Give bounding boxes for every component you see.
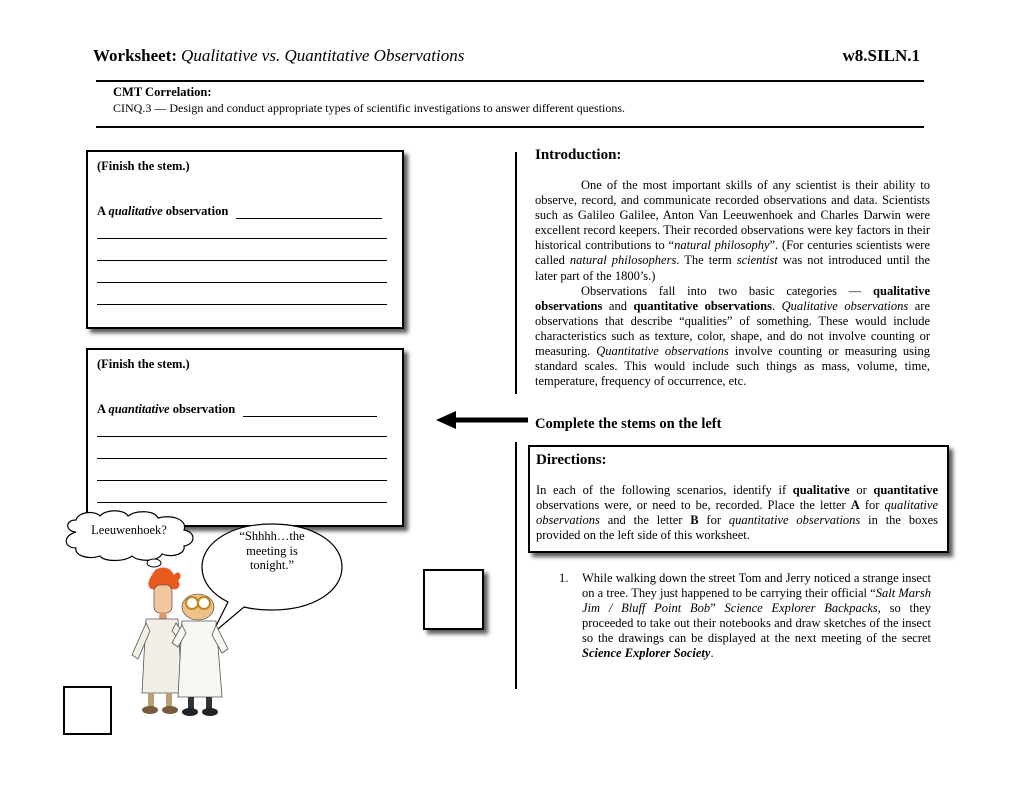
top-rule <box>96 80 924 82</box>
introduction-body <box>535 178 930 389</box>
answer-line[interactable] <box>97 480 387 481</box>
cmt-label: CMT Correlation: <box>113 85 212 99</box>
bunsen-figure <box>172 594 228 716</box>
qualitative-stem: A qualitative observation <box>97 204 382 219</box>
title-label: Worksheet: <box>93 46 178 65</box>
answer-line[interactable] <box>97 304 387 305</box>
intro-paragraph-1: One of the most important skills of any scientist is their ability to observe, record, and communicate recorded observations and data. Scientists such as Galileo Galilee, Anton Van Leeuwenhoek and Charles Darwin were excellent record keepers. Their recorded observations were key factors in their historical contributions to “natural philosophy”. (For centuries scientists were called natural philosophers. The term scientist was not introduced until the later part of the 1800’s.) <box>535 178 930 283</box>
answer-blank[interactable] <box>243 404 377 417</box>
column-divider-lower <box>515 442 517 689</box>
worksheet-title <box>93 46 464 66</box>
qualitative-stem-box <box>86 150 404 329</box>
stem-heading: (Finish the stem.) <box>97 357 190 371</box>
answer-box-corner[interactable] <box>63 686 112 735</box>
directions-box <box>528 445 949 553</box>
quantitative-stem: A quantitative observation <box>97 402 377 417</box>
mid-rule <box>96 126 924 128</box>
scenario-number: 1. <box>559 571 569 585</box>
intro-paragraph-2: Observations fall into two basic categories — qualitative observations and quantitative observations. Qualitative observations are observations that describe “qualities” of something. These would include characteristics such as texture, color, shape, and do not involve counting or measuring. Quantitative observations involve counting or measuring using standard scales. This would include such things as mass, volume, time, temperature, frequency of occurrence, etc. <box>535 283 930 389</box>
speech-text: “Shhhh…the meeting is tonight.” <box>239 529 305 572</box>
scenario-text: While walking down the street Tom and Jerry noticed a strange insect on a tree. They just happened to be carrying their official “Salt Marsh Jim / Bluff Point Bob” Science Explorer Backpacks, so they proceeded to take out their notebooks and draw sketches of the insect so the drawings can be displayed at the next meeting of the secret Science Explorer Society. <box>582 571 932 661</box>
directions-title: Directions: <box>536 452 607 468</box>
answer-line[interactable] <box>97 260 387 261</box>
title-text: Qualitative vs. Quantitative Observations <box>181 46 465 65</box>
directions-text: In each of the following scenarios, identify if qualitative or quantitative observations were, or need to be, recorded. Place the letter A for qualitative observations and the letter B for quantitative observations in the boxes provided on the left side of this worksheet. <box>536 483 938 543</box>
answer-line[interactable] <box>97 436 387 437</box>
stem-heading: (Finish the stem.) <box>97 159 190 173</box>
complete-stems-label: Complete the stems on the left <box>535 416 722 432</box>
answer-line[interactable] <box>97 458 387 459</box>
scientists-illustration <box>112 565 238 720</box>
worksheet-code: w8.SILN.1 <box>842 46 920 65</box>
answer-line[interactable] <box>97 282 387 283</box>
scenario-1 <box>559 571 931 662</box>
answer-line[interactable] <box>97 502 387 503</box>
quantitative-stem-box <box>86 348 404 527</box>
answer-line[interactable] <box>97 238 387 239</box>
answer-blank[interactable] <box>236 206 382 219</box>
column-divider-upper <box>515 152 517 394</box>
cmt-text: CINQ.3 — Design and conduct appropriate types of scientific investigations to answer different questions. <box>113 101 625 115</box>
left-arrow-icon <box>436 410 528 430</box>
answer-box-1[interactable] <box>423 569 484 630</box>
thought-text: Leeuwenhoek? <box>91 523 167 537</box>
introduction-title: Introduction: <box>535 147 622 163</box>
